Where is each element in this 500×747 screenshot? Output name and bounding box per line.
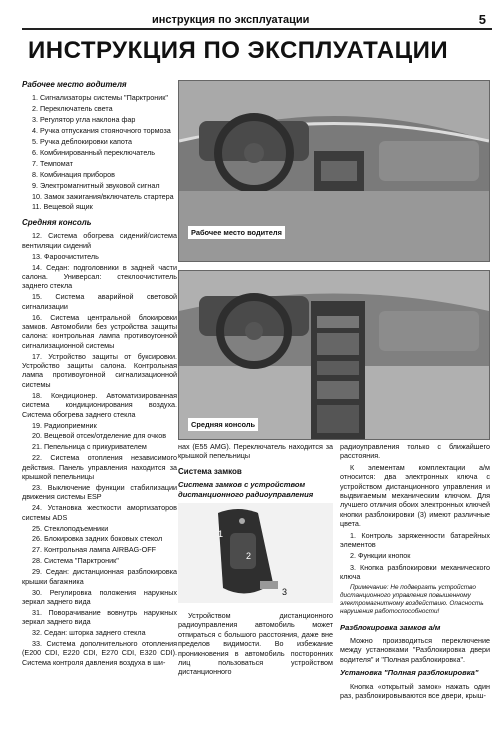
list-item: 18. Кондиционер. Автоматизированная система кондиционирования воздуха. Система обогрева заднего стекла <box>22 390 177 419</box>
center-console-photo <box>178 270 490 440</box>
list-item: 32. Седан: шторка заднего стекла <box>32 628 146 638</box>
photo-caption-driver: Рабочее место водителя <box>188 226 285 239</box>
page-number: 5 <box>478 12 486 27</box>
section-heading-console: Средняя консоль <box>22 217 92 227</box>
list-item: 16. Система центральной блокировки замков. Автомобили без устройства защиты салона: контрольная лампа противоугонной сигнализационной системы <box>22 312 177 350</box>
paragraph: Кнопка «открытый замок» нажать один раз, разблокировываются все двери, крыш- <box>340 681 490 700</box>
heading-lock-system: Система замков <box>178 466 242 476</box>
list-item: 3. Регулятор угла наклона фар <box>32 115 136 125</box>
page-header <box>22 14 492 30</box>
key-label-3: 3 <box>282 587 288 598</box>
list-item: 11. Вещевой ящик <box>32 202 93 212</box>
list-item: 25. Стеклоподъемники <box>32 523 109 533</box>
list-item: 20. Вещевой отсек/отделение для очков <box>32 431 167 441</box>
list-item: 24. Установка жесткости амортизаторов системы ADS <box>22 503 177 522</box>
key-label-1: 1 <box>218 529 224 540</box>
list-item: 8. Комбинация приборов <box>32 169 115 179</box>
note: Примечание: Не подвергать устройство дистанционного управления повышенному электромагнитному воздействию. Опасность нарушения работоспособности! <box>340 583 484 616</box>
subheading-remote-lock: Система замков с устройством дистанционного радиоуправления <box>178 480 314 499</box>
list-item: 28. Система "Парктроник" <box>32 556 119 566</box>
list-item: 7. Темпомат <box>32 158 73 168</box>
remote-key-image <box>178 503 333 603</box>
list-item: 23. Выключение функции стабилизации движения системы ESP <box>22 482 177 502</box>
photo-caption-console: Средняя консоль <box>188 418 258 431</box>
list-item: 15. Система аварийной световой сигнализации <box>22 292 177 311</box>
paragraph: радиоуправления только с ближайшего расстояния. <box>340 442 490 461</box>
list-item: 31. Поворачивание вовнутрь наружных зеркал заднего вида <box>22 607 177 627</box>
list-item: 22. Система отопления независимого действия. Панель управления находится за крышкой пепельницы <box>22 453 177 482</box>
list-item: 13. Фароочиститель <box>32 251 99 261</box>
list-item: 6. Комбинированный переключатель <box>32 147 156 157</box>
list-item: 2. Переключатель света <box>32 104 113 114</box>
list-item: 19. Радиоприемник <box>32 420 97 430</box>
list-item: 1. Сигнализаторы системы "Парктроник" <box>32 93 168 103</box>
subheading-unlock: Разблокировка замков а/м <box>340 622 441 632</box>
middle-column <box>178 442 333 679</box>
subheading-full-unlock: Установка "Полная разблокировка" <box>340 668 479 678</box>
list-item: 33. Система дополнительного отопления (E200 CDI, E220 CDI, E270 CDI, E320 CDI). Система контроля давления воздуха в ши- <box>22 639 177 667</box>
key-label-2: 2 <box>246 551 252 562</box>
list-item: 21. Пепельница с прикуривателем <box>32 442 147 452</box>
console-illustration <box>179 271 489 439</box>
list-item: 26. Блокировка задних боковых стекол <box>32 534 163 544</box>
page-title: ИНСТРУКЦИЯ ПО ЭКСПЛУАТАЦИИ <box>28 37 449 64</box>
driver-items-list <box>22 93 177 211</box>
list-item: 3. Кнопка разблокировки механического ключа <box>340 562 490 582</box>
car-key-illustration <box>178 503 333 603</box>
left-column <box>22 80 177 669</box>
list-item: 14. Седан: подголовники в задней части салона. Универсал: стеклоочиститель заднего стекла <box>22 262 177 291</box>
list-item: 27. Контрольная лампа AIRBAG-OFF <box>32 545 157 555</box>
list-item: 2. Функции кнопок <box>350 551 411 561</box>
paragraph: К элементам комплектации а/м относится: два электронных ключа с устройством дистанционного управления и выдвигаемым механическим ключом. Для лучшего отличия обоих электронных ключей кнопки разблокировки (3) имеют различные цвета. <box>340 462 490 529</box>
list-item: 30. Регулировка положения наружных зеркал заднего вида <box>22 587 177 606</box>
list-item: 1. Контроль заряженности батарейных элементов <box>340 530 490 550</box>
list-item: 12. Система обогрева сидений/система вентиляции сидений <box>22 231 177 250</box>
right-column <box>340 442 490 702</box>
section-heading-driver: Рабочее место водителя <box>22 80 127 89</box>
console-items-list <box>22 231 177 667</box>
running-title: инструкция по эксплуатации <box>152 14 310 26</box>
list-item: 9. Электромагнитный звуковой сигнал <box>32 180 160 190</box>
paragraph: Можно производиться переключение между установками "Разблокировка двери водителя" и "Полная разблокировка". <box>340 635 490 664</box>
list-item: 5. Ручка деблокировки капота <box>32 137 132 147</box>
list-item: 10. Замок зажигания/включатель стартера <box>32 191 174 201</box>
paragraph: нах (E55 AMG). Переключатель находится за крышкой пепельницы <box>178 442 333 461</box>
list-item: 17. Устройство защиты от буксировки. Устройство защиты салона. Контрольная лампа противоугонной сигнализационной системы <box>22 351 177 389</box>
list-item: 29. Седан: дистанционная разблокировка крышки багажника <box>22 567 177 586</box>
paragraph: Устройством дистанционного радиоуправления автомобиль может отпираться с большого расстояния, даже вне пределов видимости. Во избежание проникновения в автомобиль посторонних лиц пользоваться устройством дистанционного <box>178 611 333 677</box>
list-item: 4. Ручка отпускания стояночного тормоза <box>32 126 171 136</box>
